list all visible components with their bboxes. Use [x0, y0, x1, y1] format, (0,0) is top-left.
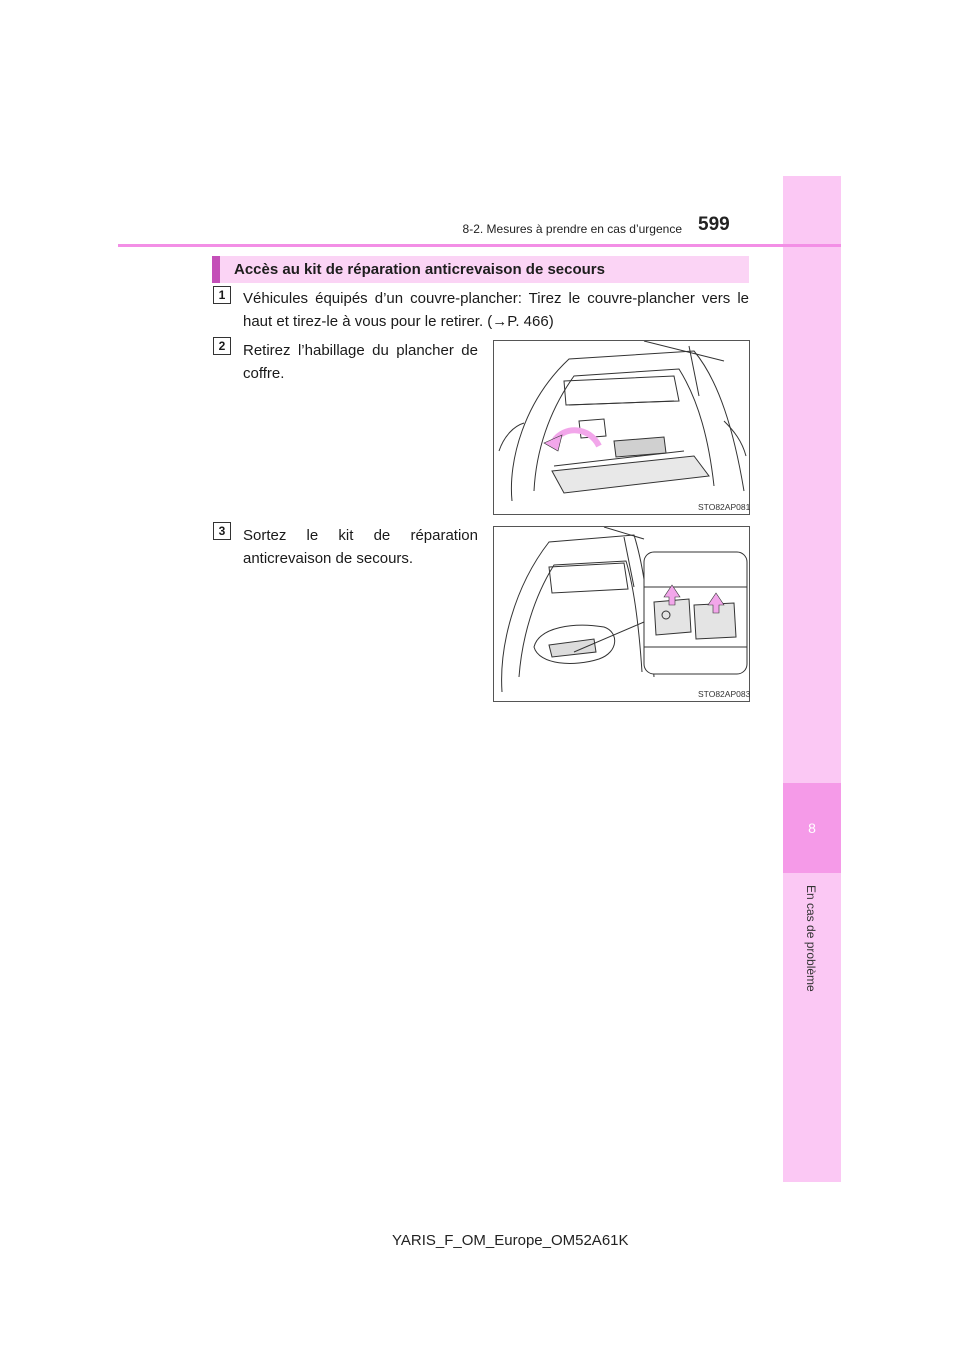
step-text-2: Retirez l’habillage du plancher de coffre. — [243, 342, 478, 382]
section-heading-bar — [212, 256, 749, 283]
chapter-side-tab — [783, 176, 841, 1182]
page-number: 599 — [698, 214, 730, 235]
figure-repair-kit — [493, 526, 750, 702]
header-rule — [118, 244, 841, 247]
chapter-number: 8 — [808, 820, 816, 836]
step-text-1: Véhicules équipés d’un couvre-plancher: Tirez le couvre-plancher vers le haut et tirez-le à vous pour le retirer. (→P. 466) — [243, 290, 749, 330]
figure-code-2: STO82AP083 — [698, 689, 751, 699]
header-section-title: 8-2. Mesures à prendre en cas d’urgence — [462, 222, 682, 236]
figure-trunk-floor — [493, 340, 750, 515]
figure-code-1: STO82AP081 — [698, 502, 751, 512]
repair-kit-illustration — [494, 527, 751, 700]
document-footer: YARIS_F_OM_Europe_OM52A61K — [392, 1232, 629, 1249]
trunk-floor-illustration — [494, 341, 751, 513]
step-number-1: 1 — [213, 286, 231, 304]
section-title: Accès au kit de réparation anticrevaison de secours — [234, 261, 605, 278]
step-number-2: 2 — [213, 337, 231, 355]
chapter-title: En cas de problème — [804, 885, 818, 992]
step-text-3: Sortez le kit de réparation anticrevaison de secours. — [243, 527, 478, 567]
step-number-3: 3 — [213, 522, 231, 540]
